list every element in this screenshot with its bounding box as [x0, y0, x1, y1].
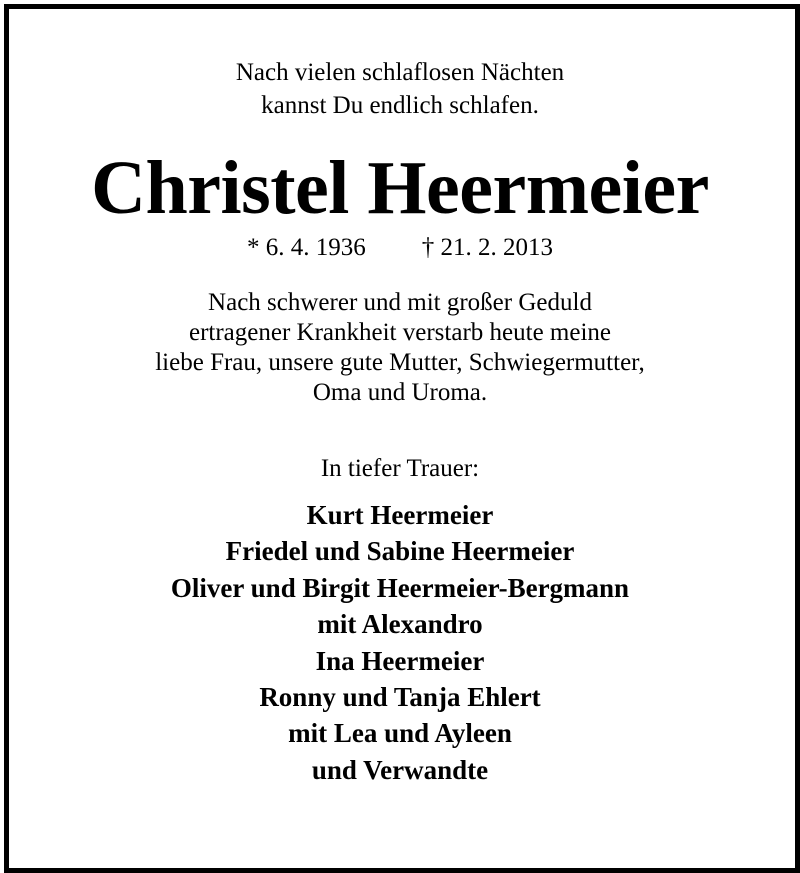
text-line: ertragener Krankheit verstarb heute meine [188, 319, 611, 346]
opening-verse [0, 56, 800, 122]
birth-date: * 6. 4. 1936 [247, 234, 366, 261]
text-line: Nach schwerer und mit großer Geduld [208, 289, 592, 316]
mourners-list [0, 497, 800, 788]
mourner-line: mit Lea und Ayleen [288, 718, 512, 749]
deceased-name: Christel Heermeier [91, 146, 709, 230]
death-date: † 21. 2. 2013 [421, 234, 553, 261]
verse-line: kannst Du endlich schlafen. [261, 92, 539, 119]
text-line: liebe Frau, unsere gute Mutter, Schwiegermutter, [155, 349, 645, 376]
mourner-line: mit Alexandro [317, 609, 483, 640]
mourner-line: und Verwandte [311, 754, 489, 785]
verse-line: Nach vielen schlaflosen Nächten [235, 59, 565, 86]
life-dates [0, 232, 800, 264]
announcement-text [0, 288, 800, 408]
mourner-line: Friedel und Sabine Heermeier [225, 536, 575, 567]
mourning-label: In tiefer Trauer: [320, 455, 480, 482]
text-line: Oma und Uroma. [312, 379, 488, 406]
mourner-line: Ronny und Tanja Ehlert [259, 682, 541, 713]
mourner-line: Oliver und Birgit Heermeier-Bergmann [170, 572, 630, 603]
mourner-line: Kurt Heermeier [306, 500, 494, 530]
mourner-line: Ina Heermeier [315, 645, 485, 676]
